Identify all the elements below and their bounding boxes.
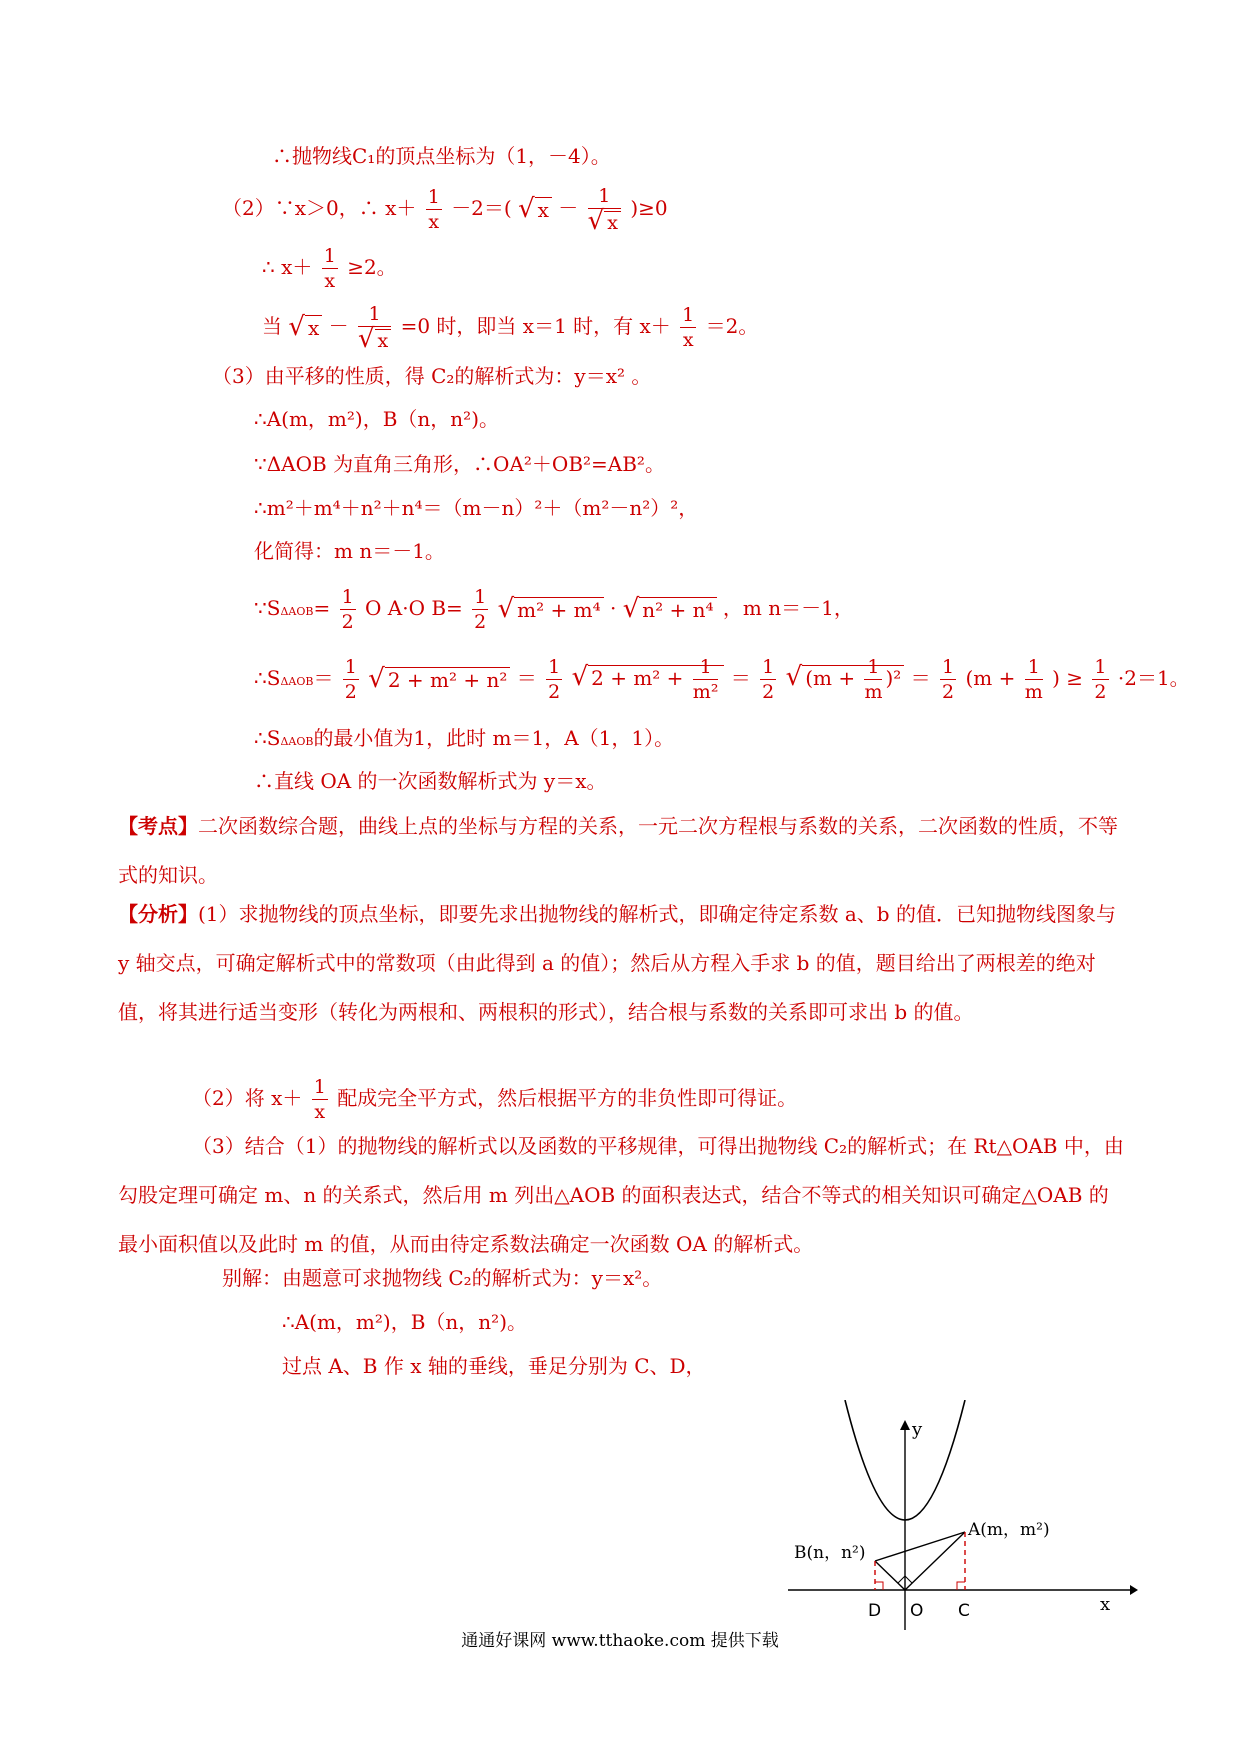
line-min-area: ∴SΔAOB的最小值为1，此时 m＝1，A（1，1）。 bbox=[254, 726, 675, 750]
fraction: $\frac{1}{x}$ bbox=[427, 186, 440, 233]
line-area-chain: ∴SΔAOB＝ $\frac{1}{2}$ √ 2 + m² + n² ＝ $\frac{1}{2}$ √ 2 + m² + $\frac{1}{\text{m²}}$ ＝ $\frac{1}{2}$ √ (m + $\frac{1}{m}$ )² ＝ $\frac{1}{2}$ (m + $\frac{1}{m}$ ) ≥ $\frac{1}{2}$ ·2＝1。 bbox=[254, 656, 1190, 703]
parabola-diagram bbox=[780, 1400, 1140, 1630]
fraction: $\frac{1}{√ x}$ bbox=[588, 184, 621, 235]
segment-ob bbox=[875, 1561, 905, 1590]
line-right-triangle: ∵ΔAOB 为直角三角形，∴OA²＋OB²=AB²。 bbox=[254, 452, 665, 476]
line-equality-case: 当 √ x － $\frac{1}{√ x}$ =0 时，即当 x＝1 时，有 x＋ $\frac{1}{x}$ ＝2。 bbox=[262, 303, 759, 354]
line-area-formula: ∵SΔAOB= $\frac{1}{2}$ O A·O B= $\frac{1}{2}$ √ m² + m⁴ · √ n² + n⁴ ，m n＝－1， bbox=[254, 586, 854, 633]
point-c-label: C bbox=[958, 1601, 970, 1621]
kaodian-paragraph: 【考点】二次函数综合题，曲线上点的坐标与方程的关系，一元二次方程根与系数的关系，二次函数的性质，不等式的知识。 bbox=[118, 814, 1118, 887]
y-axis-arrow bbox=[900, 1420, 910, 1430]
radical: √ x bbox=[288, 313, 322, 342]
fenxi-part2: （2）将 x＋ $\frac{1}{x}$ 配成完全平方式，然后根据平方的非负性即可得证。 bbox=[192, 1076, 798, 1123]
point-a-label: A(m，m²) bbox=[968, 1520, 1050, 1540]
point-b-label: B(n，n²) bbox=[794, 1543, 866, 1563]
line-points-ab: ∴A(m，m²)，B（n，n²)。 bbox=[254, 407, 499, 431]
alt-solution-line2: ∴A(m，m²)，B（n，n²)。 bbox=[282, 1310, 527, 1334]
fraction: $\frac{1}{2}$ bbox=[474, 586, 487, 633]
fenxi-paragraph: 【分析】(1）求抛物线的顶点坐标，即要先求出抛物线的解析式，即确定待定系数 a、b 的值．已知抛物线图象与 y 轴交点，可确定解析式中的常数项（由此得到 a 的值）；然后从方程入手求 b 的值，题目给出了两根差的绝对值，将其进行适当变形（转化为两根和、两根积的形式），结合根与系数的关系即可求出 b 的值。 bbox=[118, 902, 1116, 1024]
radical: √ n² + n⁴ bbox=[623, 595, 717, 624]
fraction: $\frac{1}{x}$ bbox=[682, 304, 695, 351]
footer-source: 通通好课网 www.tthaoke.com 提供下载 bbox=[461, 1631, 779, 1651]
radical: √ x bbox=[518, 195, 552, 224]
alt-solution-line3: 过点 A、B 作 x 轴的垂线，垂足分别为 C、D， bbox=[282, 1354, 706, 1378]
x-axis-arrow bbox=[1130, 1585, 1138, 1595]
segment-oa bbox=[905, 1532, 965, 1590]
x-axis-label: x bbox=[1100, 1594, 1111, 1615]
right-angle-marker-c bbox=[957, 1582, 965, 1590]
fenxi-tag: 【分析】 bbox=[118, 902, 198, 926]
segment-ab bbox=[875, 1532, 965, 1561]
alt-solution-line1: 别解：由题意可求抛物线 C₂的解析式为：y＝x²。 bbox=[222, 1266, 663, 1290]
line-part3-translation: （3）由平移的性质，得 C₂的解析式为：y＝x² 。 bbox=[212, 364, 652, 388]
point-d-label: D bbox=[868, 1601, 882, 1621]
line-pythagoras: ∴m²＋m⁴＋n²＋n⁴＝（m－n）²＋（m²－n²）²， bbox=[254, 496, 699, 520]
line-part2-inequality: （2）∵x＞0，∴ x＋ $\frac{1}{x}$ －2＝( √ x － $\frac{1}{√ x}$ )≥0 bbox=[222, 185, 668, 236]
point-o-label: O bbox=[910, 1601, 924, 1621]
right-angle-marker-d bbox=[875, 1582, 883, 1590]
fenxi-part3: （3）结合（1）的抛物线的解析式以及函数的平移规律，可得出抛物线 C₂的解析式；在 Rt△OAB 中，由勾股定理可确定 m、n 的关系式，然后用 m 列出△AOB 的面积表达式，结合不等式的相关知识可确定△OAB 的最小面积值以及此时 m 的值，从而由待定系数法确定一次函数 OA 的解析式。 bbox=[118, 1134, 1124, 1256]
line-vertex: ∴抛物线C₁的顶点坐标为（1，－4）。 bbox=[272, 144, 611, 168]
line-simplify: 化简得：m n＝－1。 bbox=[254, 539, 445, 563]
fraction: $\frac{1}{x}$ bbox=[323, 245, 336, 292]
line-conclusion-ge2: ∴ x＋ $\frac{1}{x}$ ≥2。 bbox=[262, 245, 397, 292]
radical: √ m² + m⁴ bbox=[498, 595, 604, 624]
fraction: $\frac{1}{2}$ bbox=[341, 586, 354, 633]
line-oa-equation: ∴直线 OA 的一次函数解析式为 y＝x。 bbox=[254, 769, 607, 793]
fraction: $\frac{1}{√ x}$ bbox=[358, 302, 391, 353]
y-axis-label: y bbox=[912, 1419, 923, 1440]
kaodian-tag: 【考点】 bbox=[118, 814, 198, 838]
